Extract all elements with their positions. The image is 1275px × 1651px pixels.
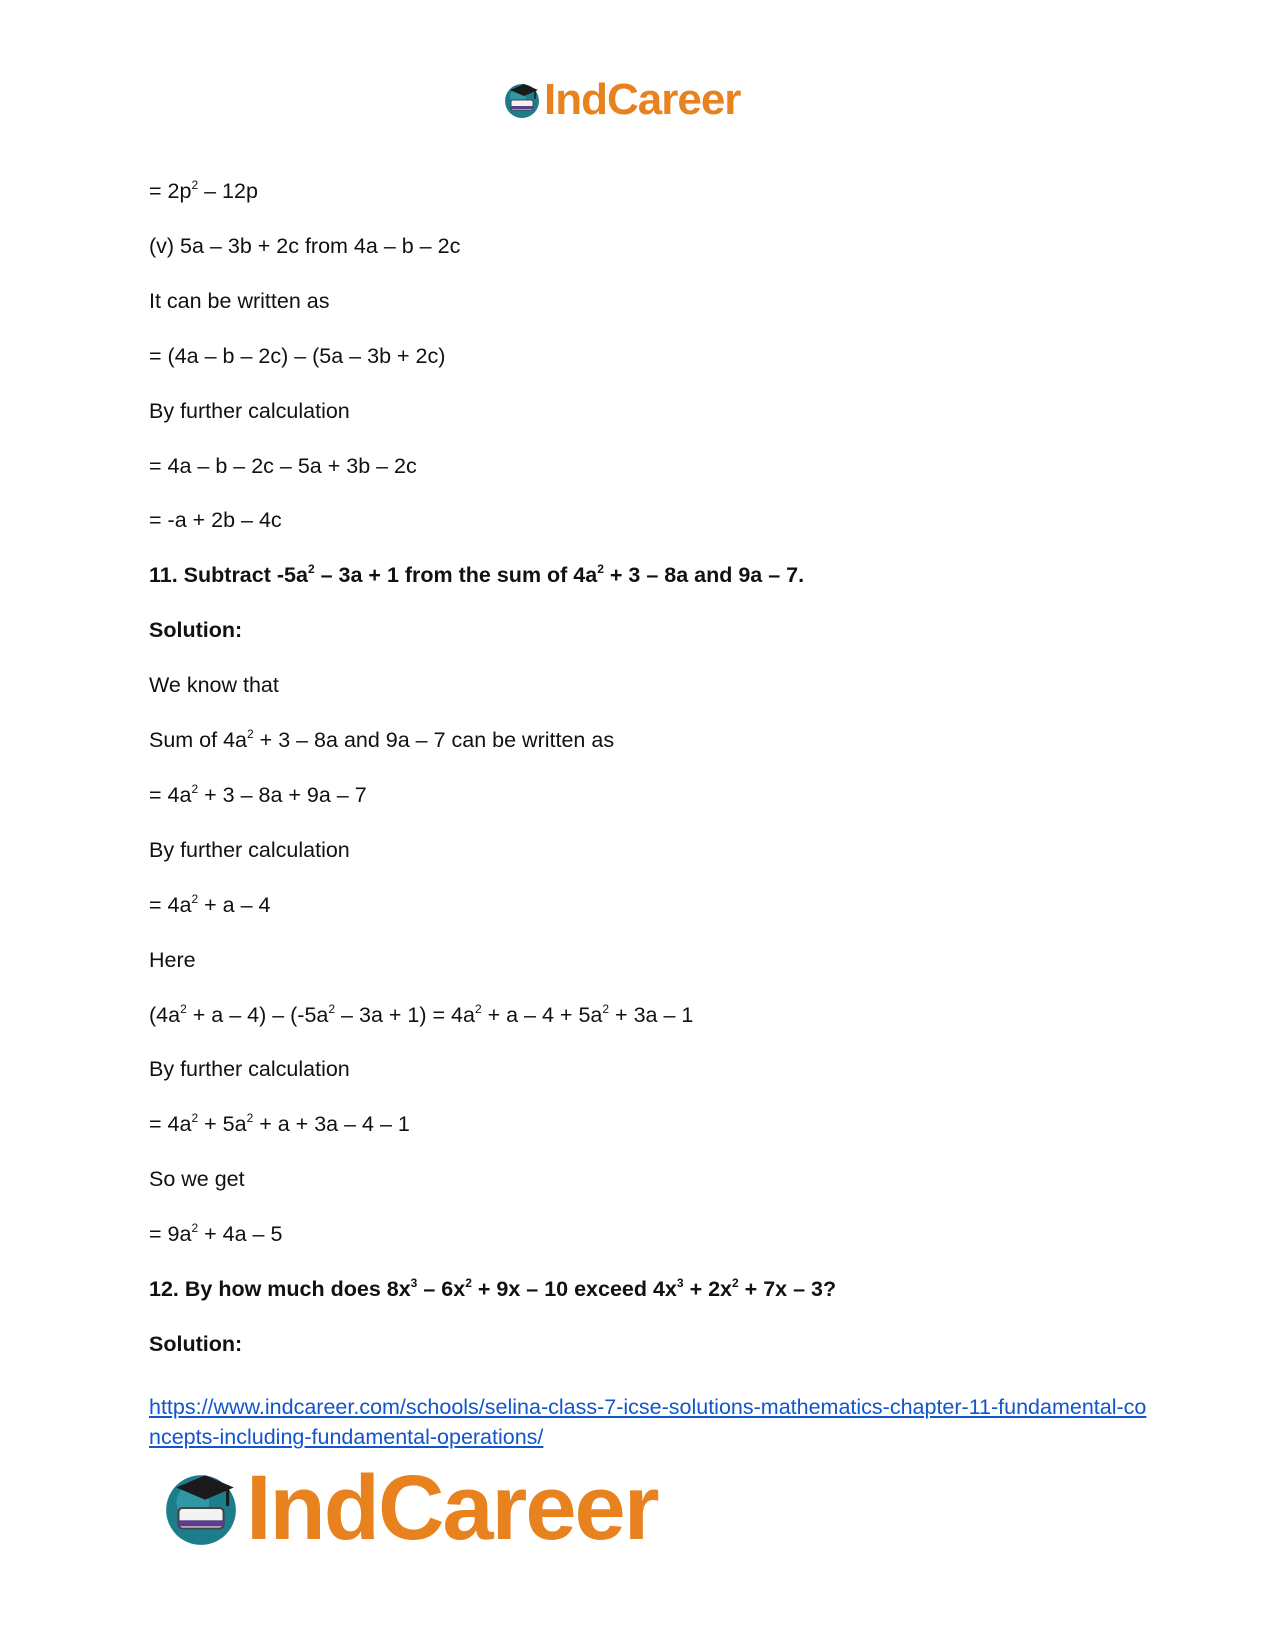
text-segment: + 9x – 10 exceed 4x — [471, 1277, 677, 1301]
text-segment: + 5a — [198, 1112, 247, 1136]
exponent: 2 — [191, 178, 199, 192]
text-line — [149, 947, 196, 973]
text-segment: + a + 3a – 4 – 1 — [253, 1112, 410, 1136]
text-line — [149, 1056, 350, 1082]
exponent: 2 — [474, 1002, 482, 1016]
text-segment: We know that — [149, 673, 279, 697]
exponent: 2 — [180, 1002, 187, 1016]
text-segment: – 3a + 1) = 4a — [335, 1003, 475, 1027]
exponent: 2 — [602, 1002, 610, 1016]
text-line — [149, 1221, 282, 1247]
text-segment: It can be written as — [149, 289, 330, 313]
text-line — [149, 343, 445, 369]
text-line — [149, 507, 282, 533]
exponent: 2 — [465, 1276, 472, 1290]
text-segment: + 3 – 8a and 9a – 7. — [603, 563, 805, 587]
text-line — [149, 288, 329, 314]
exponent: 2 — [597, 562, 604, 576]
text-segment: + 3 – 8a + 9a – 7 — [198, 783, 367, 807]
text-segment: Sum of 4a — [149, 728, 247, 752]
text-segment: = 4a — [149, 893, 192, 917]
footer-logo — [160, 1457, 658, 1559]
solution-heading — [149, 1331, 242, 1357]
header-logo — [502, 75, 741, 124]
text-line — [149, 453, 417, 479]
text-segment: + a – 4) – (-5a — [186, 1003, 329, 1027]
text-segment: By further calculation — [149, 399, 350, 423]
text-segment: + a – 4 — [198, 893, 271, 917]
exponent: 2 — [191, 1221, 199, 1235]
text-segment: (4a — [149, 1003, 181, 1027]
exponent: 2 — [307, 562, 315, 576]
text-line — [149, 892, 270, 918]
logo-globe-icon — [160, 1467, 242, 1549]
question-heading — [149, 562, 804, 588]
text-segment: = 4a — [149, 1112, 192, 1136]
text-line — [149, 398, 350, 424]
text-segment: = 2p — [149, 179, 192, 203]
text-segment: – 6x — [417, 1277, 466, 1301]
text-segment: = 9a — [149, 1222, 192, 1246]
text-segment: – 12p — [198, 179, 258, 203]
text-line — [149, 782, 367, 808]
text-segment: + 3a – 1 — [609, 1003, 694, 1027]
logo-text: IndCareer — [246, 1457, 658, 1559]
text-segment: – 3a + 1 from the sum of 4a — [314, 563, 598, 587]
text-line — [149, 1002, 693, 1028]
text-line — [149, 672, 279, 698]
text-segment: + 3 – 8a and 9a – 7 can be written as — [253, 728, 615, 752]
text-segment: = (4a – b – 2c) – (5a – 3b + 2c) — [149, 344, 446, 368]
text-segment: + 2x — [683, 1277, 733, 1301]
text-segment: (v) 5a – 3b + 2c from 4a – b – 2c — [149, 234, 461, 258]
text-segment: + 4a – 5 — [198, 1222, 283, 1246]
logo-text: IndCareer — [544, 75, 741, 124]
text-segment: Solution: — [149, 1332, 243, 1356]
text-segment: + a – 4 + 5a — [481, 1003, 603, 1027]
text-segment: = -a + 2b – 4c — [149, 508, 282, 532]
text-segment: Here — [149, 948, 196, 972]
text-line — [149, 727, 614, 753]
text-segment: = 4a – b – 2c – 5a + 3b – 2c — [149, 454, 417, 478]
text-line — [149, 1166, 245, 1192]
solution-heading — [149, 617, 242, 643]
text-line — [149, 233, 460, 259]
text-segment: = 4a — [149, 783, 192, 807]
text-line — [149, 1111, 410, 1137]
exponent: 2 — [191, 782, 199, 796]
exponent: 2 — [191, 892, 199, 906]
exponent: 2 — [191, 1111, 199, 1125]
text-segment: Solution: — [149, 618, 243, 642]
exponent: 3 — [410, 1276, 418, 1290]
text-segment: 11. Subtract -5a — [149, 563, 308, 587]
text-segment: So we get — [149, 1167, 245, 1191]
text-segment: By further calculation — [149, 838, 350, 862]
exponent: 2 — [732, 1276, 739, 1290]
exponent: 2 — [247, 727, 254, 741]
text-segment: By further calculation — [149, 1057, 350, 1081]
text-segment: + 7x – 3? — [738, 1277, 837, 1301]
source-link[interactable]: https://www.indcareer.com/schools/selina-class-7-icse-solutions-mathematics-chapter-11-fundamental-concepts-including-fundamental-operations/ — [149, 1395, 1147, 1449]
text-line — [149, 178, 258, 204]
text-segment: 12. By how much does 8x — [149, 1277, 411, 1301]
exponent: 3 — [676, 1276, 684, 1290]
exponent: 2 — [246, 1111, 254, 1125]
text-line — [149, 837, 350, 863]
question-heading — [149, 1276, 836, 1302]
exponent: 2 — [328, 1002, 336, 1016]
logo-globe-icon — [502, 80, 542, 120]
